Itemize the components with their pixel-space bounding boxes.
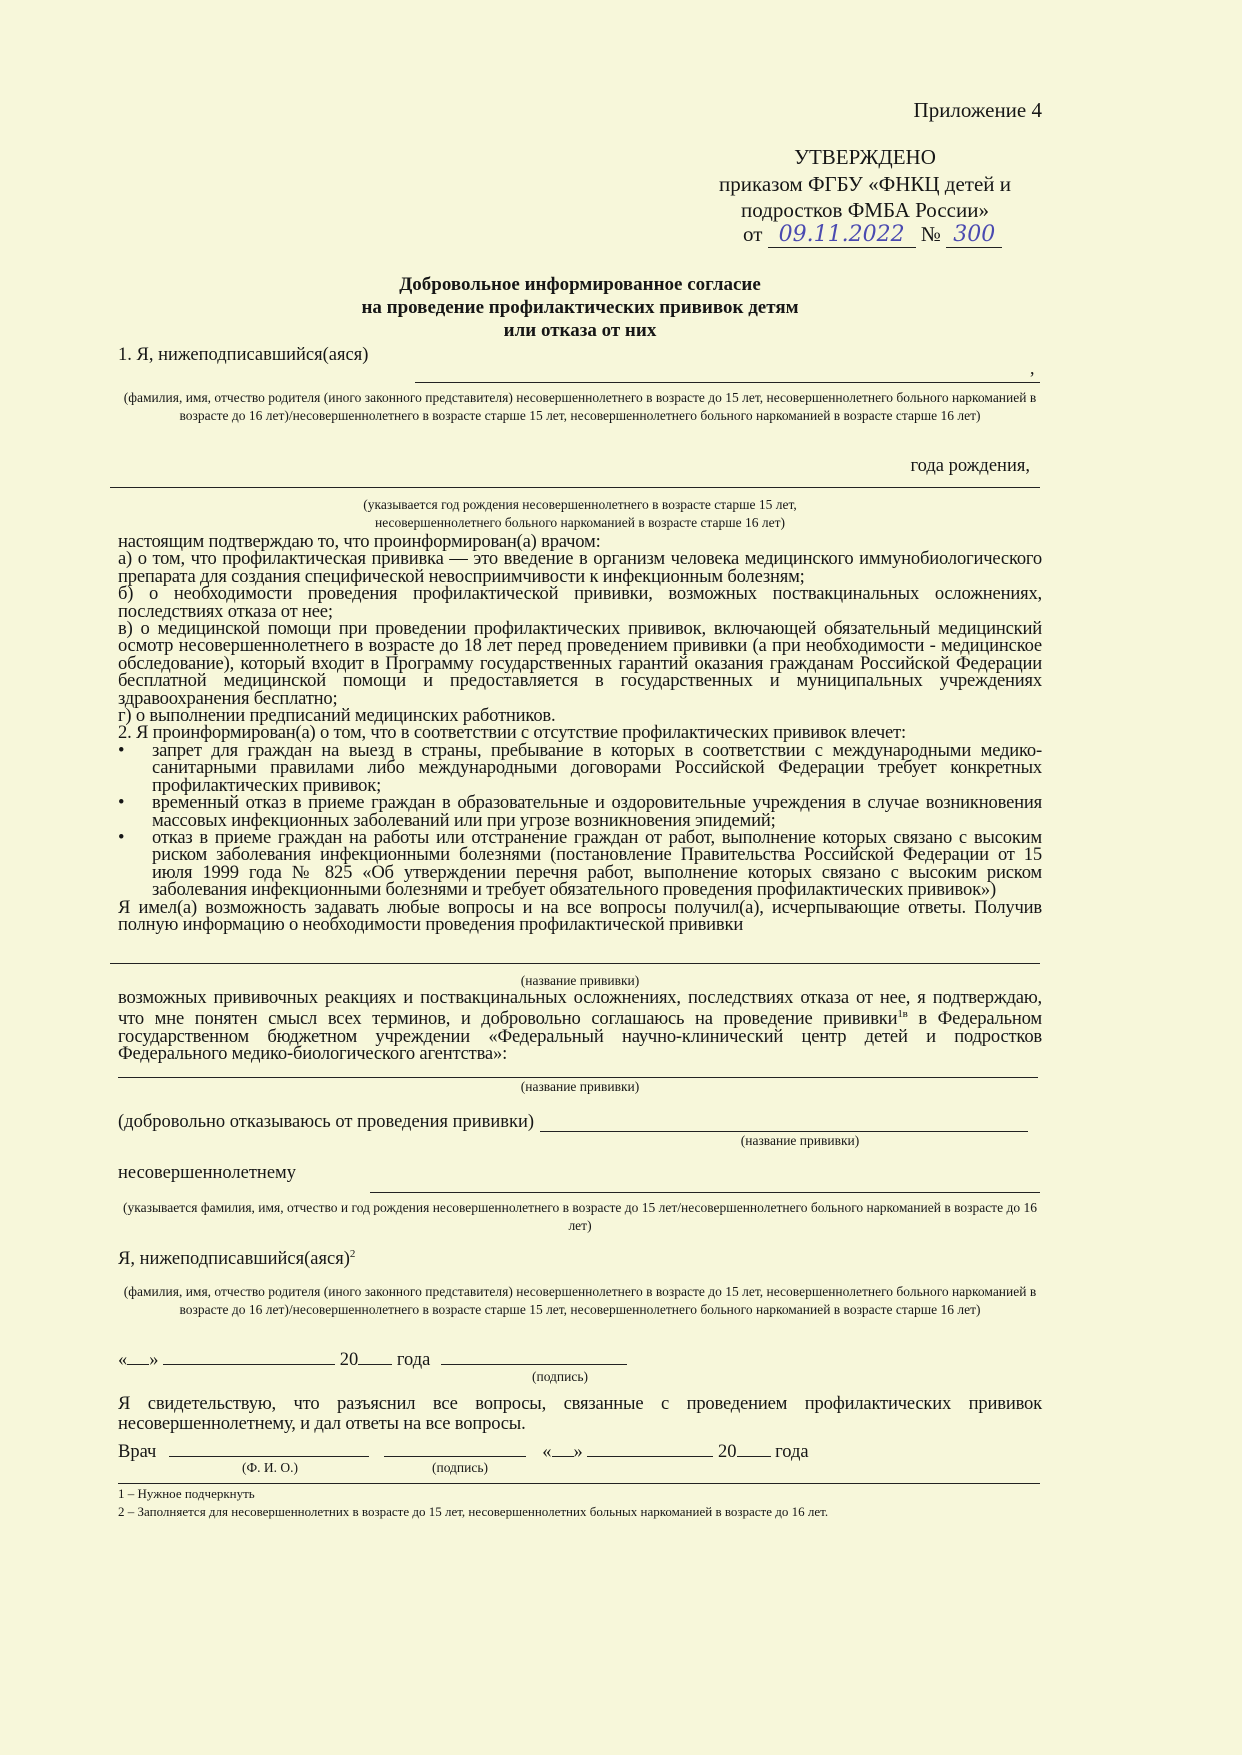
- order-number: 300: [946, 222, 1002, 248]
- item-v: в) о медицинской помощи при проведении профилактических прививок, включающей обязательный медицинский осмотр несовершеннолетнего в возрасте до 18 лет перед проведением прививки (а при необходимости - медицинское обследование), который входит в Программу государственных гарантий оказания гражданам Российской Федерации бесплатной медицинской помощи и предоставляется в государственных и муниципальных учреждениях здравоохранения бесплатно;: [118, 618, 1042, 709]
- item-2: 2. Я проинформирован(а) о том, что в соответствии с отсутствие профилактических прививок влечет:: [118, 722, 906, 744]
- witness-paragraph: Я свидетельствую, что разъяснил все вопросы, связанные с проведением профилактических прививок несовершеннолетнему, и дал ответы на все вопросы.: [118, 1393, 1042, 1434]
- minor-label: несовершеннолетнему: [118, 1163, 296, 1183]
- date-signature-row: « » 20 года: [118, 1350, 627, 1371]
- parent-name-note: (фамилия, имя, отчество родителя (иного законного представителя) несовершеннолетнего в возрасте до 15 лет, несовершеннолетнего больного наркоманией в возрасте до 16 лет)/несовершеннолетнего в возрасте старше 15 лет, несовершеннолетнего больного наркоманией в возрасте старше 16 лет): [123, 390, 1037, 423]
- order-line2: подростков ФМБА России»: [741, 198, 989, 222]
- section2-intro: Я, нижеподписавшийся(аяся)$^2$: [118, 1248, 356, 1270]
- number-sign: №: [920, 222, 941, 246]
- doctor-row: Врач « » 20 года: [118, 1442, 809, 1462]
- bullet-icon: •: [118, 792, 125, 814]
- title-line3: или отказа от них: [503, 320, 657, 341]
- year-field[interactable]: [358, 1364, 392, 1365]
- title-line1: Добровольное информированное согласие: [399, 274, 761, 295]
- minor-name-note: (указывается фамилия, имя, отчество и год рождения несовершеннолетнего в возрасте до 15 лет/несовершеннолетнего больного наркоманией в возрасте до 16 лет): [123, 1200, 1037, 1233]
- information-body: [118, 533, 1042, 933]
- doctor-name-field[interactable]: [169, 1456, 369, 1457]
- birth-year-field[interactable]: [110, 487, 1040, 488]
- day-field[interactable]: [127, 1364, 149, 1365]
- signature-field[interactable]: [441, 1364, 627, 1365]
- section1-intro: 1. Я, нижеподписавшийся(аяся): [118, 345, 369, 365]
- parent-name-field[interactable]: [415, 382, 1040, 383]
- item-b: б) о необходимости проведения профилактической прививки, возможных поствакцинальных осложнениях, последствиях отказа от нее;: [118, 583, 1042, 622]
- minor-name-field[interactable]: [370, 1192, 1040, 1193]
- body-intro: настоящим подтверждаю то, что проинформирован(а) врачом:: [118, 531, 601, 552]
- refusal-label: (добровольно отказываюсь от проведения прививки): [118, 1112, 535, 1132]
- birth-year-note: (указывается год рождения несовершеннолетнего в возрасте старше 15 лет, несовершеннолетнего больного наркоманией в возрасте старше 16 лет): [363, 497, 797, 530]
- bullet-1: • запрет для граждан на выезд в страны, пребывание в которых в соответствии с международными медико-санитарными правилами либо международными договорами Российской Федерации требует конкретных профилактических прививок;: [118, 739, 1042, 796]
- bullet-icon: •: [118, 739, 125, 761]
- doctor-year-field[interactable]: [737, 1456, 771, 1457]
- vaccine-name-field[interactable]: [110, 963, 1040, 964]
- parent-name-note-2: (фамилия, имя, отчество родителя (иного законного представителя) несовершеннолетнего в возрасте до 15 лет, несовершеннолетнего больного наркоманией в возрасте до 16 лет)/несовершеннолетнего в возрасте старше 15 лет, несовершеннолетнего больного наркоманией в возрасте старше 16 лет): [123, 1284, 1037, 1317]
- consent-paragraph: возможных прививочных реакциях и поствакцинальных осложнениях, последствиях отказа от нее, я подтверждаю, что мне понятен смысл всех терминов, и добровольно соглашаюсь на проведение прививки$^{1в}$ в Федеральном государственном бюджетном учреждении «Федеральный научно-клинический центр детей и подростков Федерального медико-биологического агентства»:: [118, 987, 1042, 1065]
- bullet-3: • отказ в приеме граждан на работы или отстранение граждан от работ, выполнение которых связано с высоким риском заболевания инфекционными болезнями (постановление Правительства Российской Федерации от 15 июля 1999 года № 825 «Об утверждении перечня работ, выполнение которых связано с высоким риском заболевания инфекционными болезнями и требует обязательного проведения профилактических прививок»): [118, 826, 1042, 901]
- appendix-label: Приложение 4: [913, 98, 1042, 122]
- order-date: 09.11.2022: [768, 222, 916, 248]
- birth-year-label: года рождения,: [910, 456, 1030, 476]
- signature-note: (подпись): [531, 1369, 589, 1384]
- doctor-signature-field[interactable]: [384, 1456, 526, 1457]
- comma: ,: [1030, 358, 1035, 378]
- doctor-day-field[interactable]: [552, 1456, 574, 1457]
- from-label: от: [743, 222, 763, 246]
- doctor-label: Врач: [118, 1442, 157, 1462]
- footnote-2: 2 – Заполняется для несовершеннолетних в возрасте до 15 лет, несовершеннолетних больных наркоманией в возрасте до 16 лет.: [118, 1504, 829, 1519]
- bullet-2: • временный отказ в приеме граждан в образовательные и оздоровительные учреждения в случае возникновения массовых инфекционных заболеваний или при угрозе возникновения эпидемий;: [118, 792, 1042, 831]
- fio-note: (Ф. И. О.): [241, 1460, 299, 1475]
- vaccine-name-note: (название прививки): [520, 973, 640, 988]
- doctor-month-field[interactable]: [587, 1456, 713, 1457]
- footnote-ref: 1в: [897, 1008, 908, 1021]
- refusal-vaccine-note: (название прививки): [740, 1133, 860, 1148]
- footnote-1: 1 – Нужное подчеркнуть: [118, 1486, 255, 1501]
- questions-paragraph: Я имел(а) возможность задавать любые вопросы и на все вопросы получил(а), исчерпывающие ответы. Получив полную информацию о необходимости проведения профилактической прививки: [118, 896, 1042, 935]
- title-line2: на проведение профилактических прививок детям: [361, 297, 799, 318]
- consent-vaccine-note: (название прививки): [520, 1079, 640, 1094]
- bullet-icon: •: [118, 826, 125, 848]
- order-date-number: [743, 222, 1002, 248]
- month-field[interactable]: [163, 1364, 335, 1365]
- approved-label: УТВЕРЖДЕНО: [794, 145, 936, 169]
- item-g: г) о выполнении предписаний медицинских работников.: [118, 705, 556, 727]
- doctor-signature-note: (подпись): [431, 1460, 489, 1475]
- order-line1: приказом ФГБУ «ФНКЦ детей и: [718, 172, 1012, 196]
- item-a: а) о том, что профилактическая прививка — это введение в организм человека медицинского иммунобиологического препарата для создания специфической невосприимчивости к инфекционным болезням;: [118, 548, 1042, 587]
- footnote-divider: [118, 1483, 1040, 1484]
